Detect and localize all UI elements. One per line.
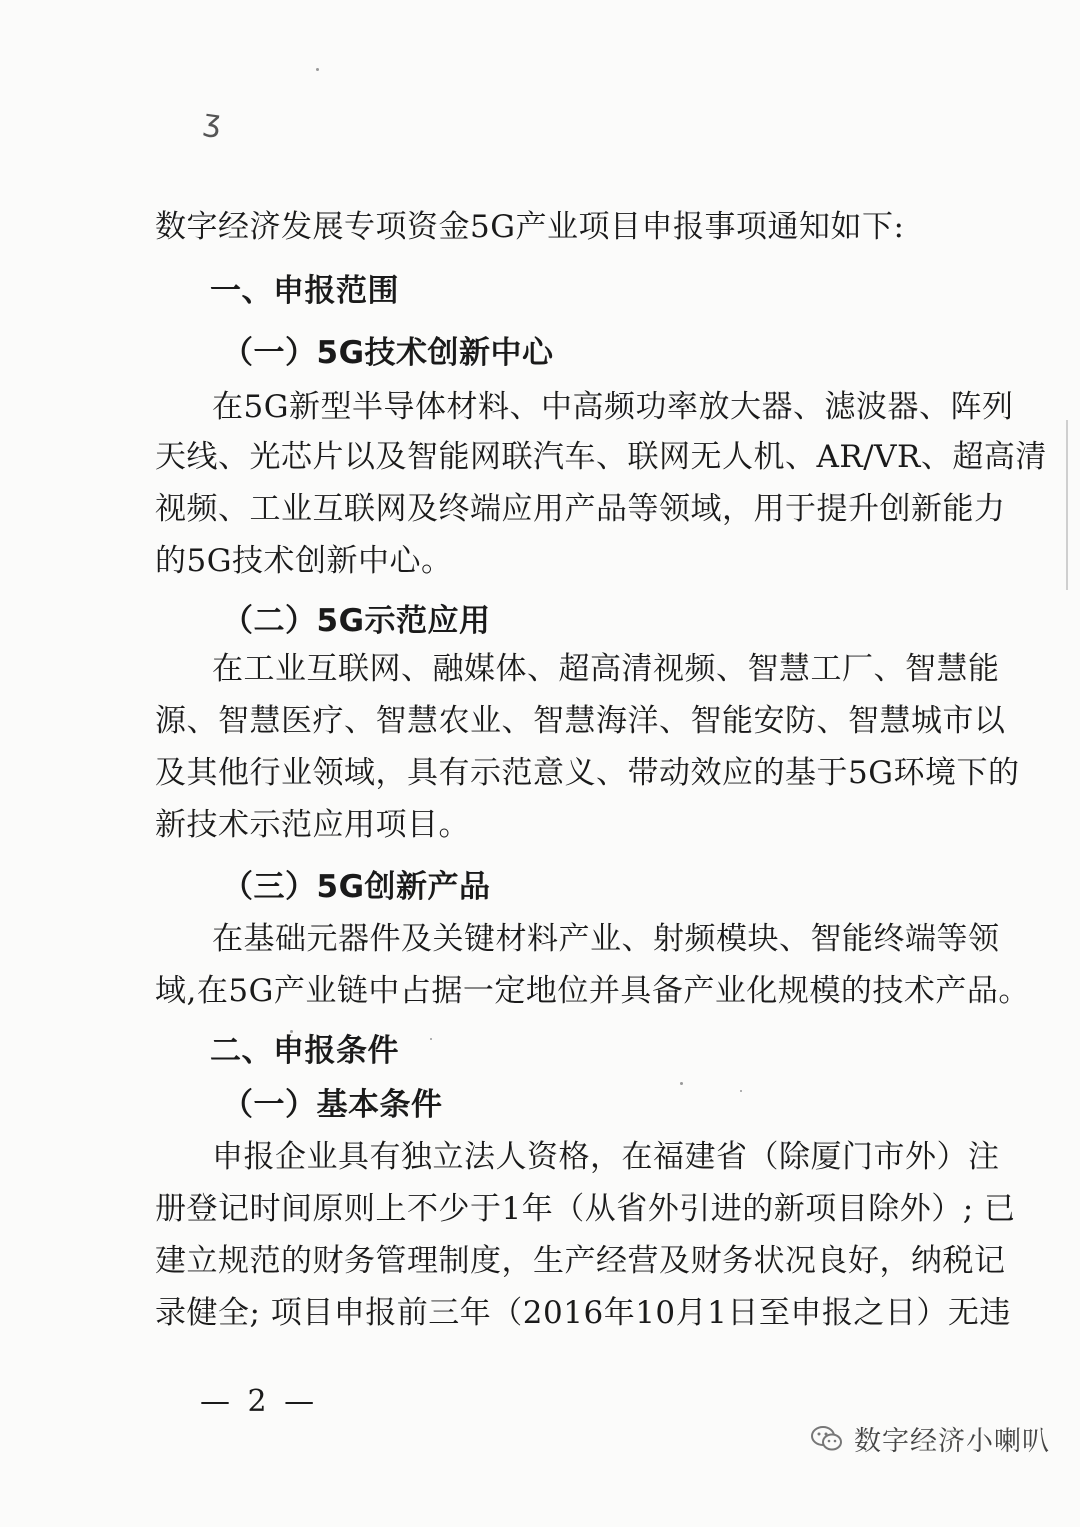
watermark-text: 数字经济小喇叭 [854, 1426, 1050, 1457]
scan-speck [430, 1038, 432, 1040]
scan-speck [316, 68, 319, 71]
text-line: 域,在5G产业链中占据一定地位并具备产业化规模的技术产品。 [155, 973, 1030, 1009]
section-heading: 二、申报条件 [210, 1033, 399, 1069]
text-line: 册登记时间原则上不少于1年（从省外引进的新项目除外）; 已 [155, 1191, 1016, 1227]
page-number: — 2 — [200, 1384, 319, 1419]
scan-speck [740, 1090, 742, 1092]
section-heading: 一、申报范围 [210, 273, 399, 309]
subsection-heading: （三）5G创新产品 [222, 869, 491, 905]
text-line: 源、智慧医疗、智慧农业、智慧海洋、智能安防、智慧城市以 [155, 703, 1006, 739]
text-line: 及其他行业领域，具有示范意义、带动效应的基于5G环境下的 [155, 755, 1020, 791]
scan-edge-line [1066, 420, 1068, 590]
text-line: 建立规范的财务管理制度，生产经营及财务状况良好，纳税记 [155, 1243, 1006, 1279]
text-line: 申报企业具有独立法人资格，在福建省（除厦门市外）注 [212, 1139, 1000, 1175]
text-line: 新技术示范应用项目。 [155, 807, 470, 843]
text-line: 数字经济发展专项资金5G产业项目申报事项通知如下: [155, 209, 905, 245]
subsection-heading: （一）基本条件 [222, 1087, 443, 1123]
text-line: 天线、光芯片以及智能网联汽车、联网无人机、AR/VR、超高清 [155, 439, 1047, 475]
subsection-heading: （二）5G示范应用 [222, 603, 491, 639]
wechat-watermark [810, 1419, 1050, 1458]
text-line: 在5G新型半导体材料、中高频功率放大器、滤波器、阵列 [212, 389, 1014, 425]
scan-artifact-mark: ʒ [201, 102, 224, 141]
text-line: 在基础元器件及关键材料产业、射频模块、智能终端等领 [212, 921, 1000, 957]
wechat-icon [810, 1424, 844, 1454]
text-line: 的5G技术创新中心。 [155, 543, 453, 579]
text-line: 录健全; 项目申报前三年（2016年10月1日至申报之日）无违 [155, 1295, 1011, 1331]
text-line: 在工业互联网、融媒体、超高清视频、智慧工厂、智慧能 [212, 651, 1000, 687]
scan-speck [680, 1082, 683, 1085]
subsection-heading: （一）5G技术创新中心 [222, 335, 554, 371]
text-line: 视频、工业互联网及终端应用产品等领域，用于提升创新能力 [155, 491, 1006, 527]
